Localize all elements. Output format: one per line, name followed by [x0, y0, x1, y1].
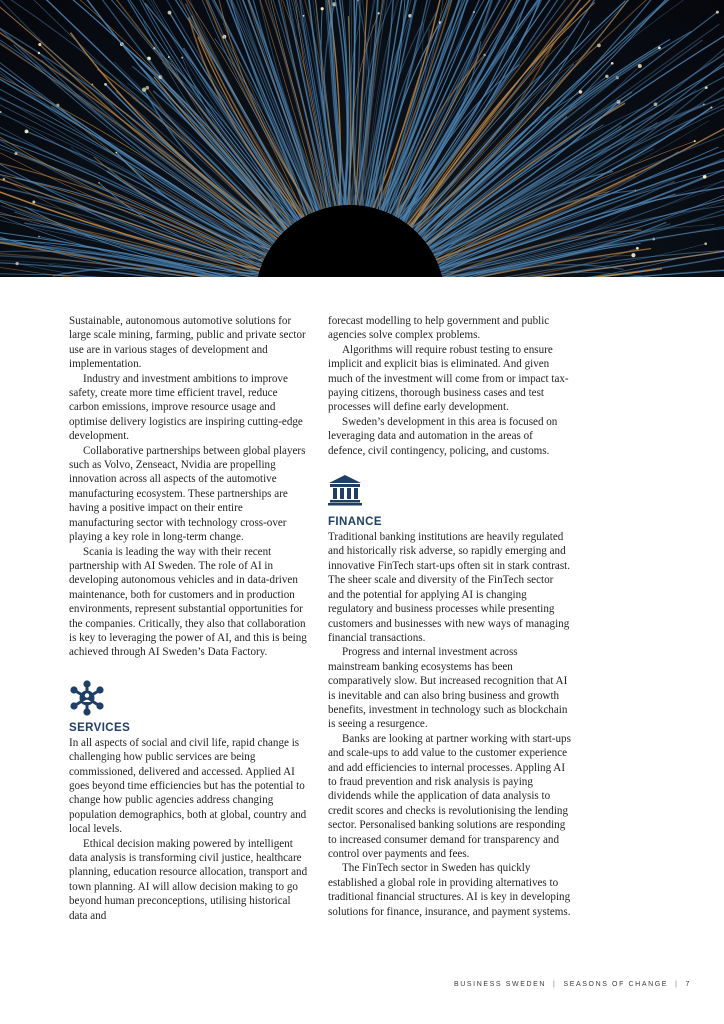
light-point [694, 140, 696, 142]
body-paragraph: Sweden’s development in this area is focused on leveraging data and automation in the areas of defence, civil contingency, policing, and customs. [328, 415, 558, 457]
hero-image [0, 0, 724, 277]
body-paragraph: Banks are looking at partner working with start-ups and scale-ups to add value to the customer experience and add efficiencies to internal processes. Appling AI to fraud prevention and risk analysis is paying dividends while the application of data analysis to credit scores and checks is revolutionising the lending sector. Personalised banking solutions are responding to increased consumer demand for transparency and control over payments and fees. [328, 732, 571, 860]
light-point [378, 12, 380, 14]
fiber-strand [445, 276, 724, 277]
fiber-strand [152, 0, 314, 212]
body-paragraph: Sustainable, autonomous automotive solutions for large scale mining, farming, public and private sector use are in various stages of development and implementation. [69, 315, 306, 371]
body-paragraph: Traditional banking institutions are heavily regulated and historically risk adverse, so rapidly emerging and innovative FinTech start-ups often sit in stark contrast. The sheer scale and diversity of the FinTech sector and the potential for applying AI is changing regulatory and business processes while presenting customers and businesses with new ways of managing financial transactions. [328, 531, 571, 644]
network-people-icon [69, 680, 105, 716]
page-footer [454, 981, 691, 988]
fiber-strand [63, 0, 286, 230]
right-column [328, 314, 571, 919]
light-point [15, 262, 18, 265]
body-paragraph: The FinTech sector in Sweden has quickly established a global role in providing alternatives to traditional financial structures. AI is key in developing solutions for finance, insurance, and payment systems. [328, 862, 571, 918]
body-paragraph: Collaborative partnerships between global players such as Volvo, Zenseact, Nvidia are propelling innovation across all aspects of the automotive manufacturing ecosystem. These partnerships are having a positive impact on their entire manufacturing sector with technology cross-over playing a key role in long-term change. [69, 444, 306, 544]
light-point [38, 43, 41, 46]
page-number: 7 [685, 981, 691, 988]
fiber-optic-eye-graphic [0, 0, 724, 277]
bank-building-icon [328, 474, 362, 506]
light-point [321, 7, 324, 10]
body-paragraph: Ethical decision making powered by intelligent data analysis is transforming civil justice, healthcare planning, education resource allocation, transport and town planning. AI will allow decision making to go beyond human preconceptions, utilising historical data and [69, 837, 308, 922]
body-paragraph: Scania is leading the way with their recent partnership with AI Sweden. The role of AI in developing autonomous vehicles and in data-driven maintenance, both for customers and in production environments, represent substantial opportunities for the companies. Critically, they also that collaboration is key to leveraging the power of AI, and this is being achieved through AI Sweden’s Data Factory. [69, 545, 307, 659]
light-point [104, 83, 107, 86]
light-point [704, 242, 707, 245]
footer-publisher: BUSINESS SWEDEN [453, 981, 547, 988]
body-paragraph: Algorithms will require robust testing to ensure implicit and explicit bias is eliminated. And given much of the investment will come from or impact tax-paying citizens, thorough business cases and test processes will define early development. [328, 343, 569, 414]
footer-separator: | [675, 981, 679, 988]
footer-title: SEASONS OF CHANGE [563, 981, 669, 988]
light-point [636, 247, 639, 250]
light-point [654, 102, 658, 106]
light-point [115, 152, 117, 154]
body-paragraph: forecast modelling to help government and public agencies solve complex problems. [328, 315, 550, 342]
light-point [146, 86, 150, 90]
light-point [14, 152, 17, 155]
light-point [716, 11, 719, 14]
light-point [631, 253, 635, 257]
left-column [69, 314, 309, 923]
light-point [38, 236, 40, 238]
light-point [638, 64, 642, 68]
finance-heading: FINANCE [328, 516, 382, 529]
footer-separator: | [553, 981, 557, 988]
light-point [181, 57, 183, 59]
light-point [611, 62, 614, 65]
light-point [25, 129, 29, 133]
services-heading: SERVICES [69, 721, 131, 734]
light-point [579, 90, 583, 94]
body-paragraph: Progress and internal investment across mainstream banking ecosystems has been comparatively slow. But increased recognition that AI is inevitable and can also bring business and growth benefits, investment in technology such as blockchain is seeing a resurgence. [328, 646, 568, 731]
body-paragraph: Industry and investment ambitions to improve safety, create more time efficient travel, reduce carbon emissions, improve resource usage and optimise delivery logistics are inspiring cutting-edge development. [69, 372, 303, 443]
light-point [303, 15, 305, 17]
light-point [98, 182, 100, 184]
light-point [710, 106, 712, 108]
finance-section-icon-wrap [328, 474, 571, 512]
light-point [605, 75, 608, 78]
body-paragraph: In all aspects of social and civil life, rapid change is challenging how public services are being commissioned, delivered and accessed. Applied AI goes beyond time efficiencies but has the potential to change how public agencies address changing population demographics, both at global, country and local levels. [69, 736, 307, 836]
light-point [38, 52, 40, 54]
light-point [153, 47, 155, 49]
light-point [3, 178, 6, 181]
services-section-icon-wrap [69, 680, 309, 718]
light-point [32, 201, 35, 204]
light-point [168, 11, 172, 15]
